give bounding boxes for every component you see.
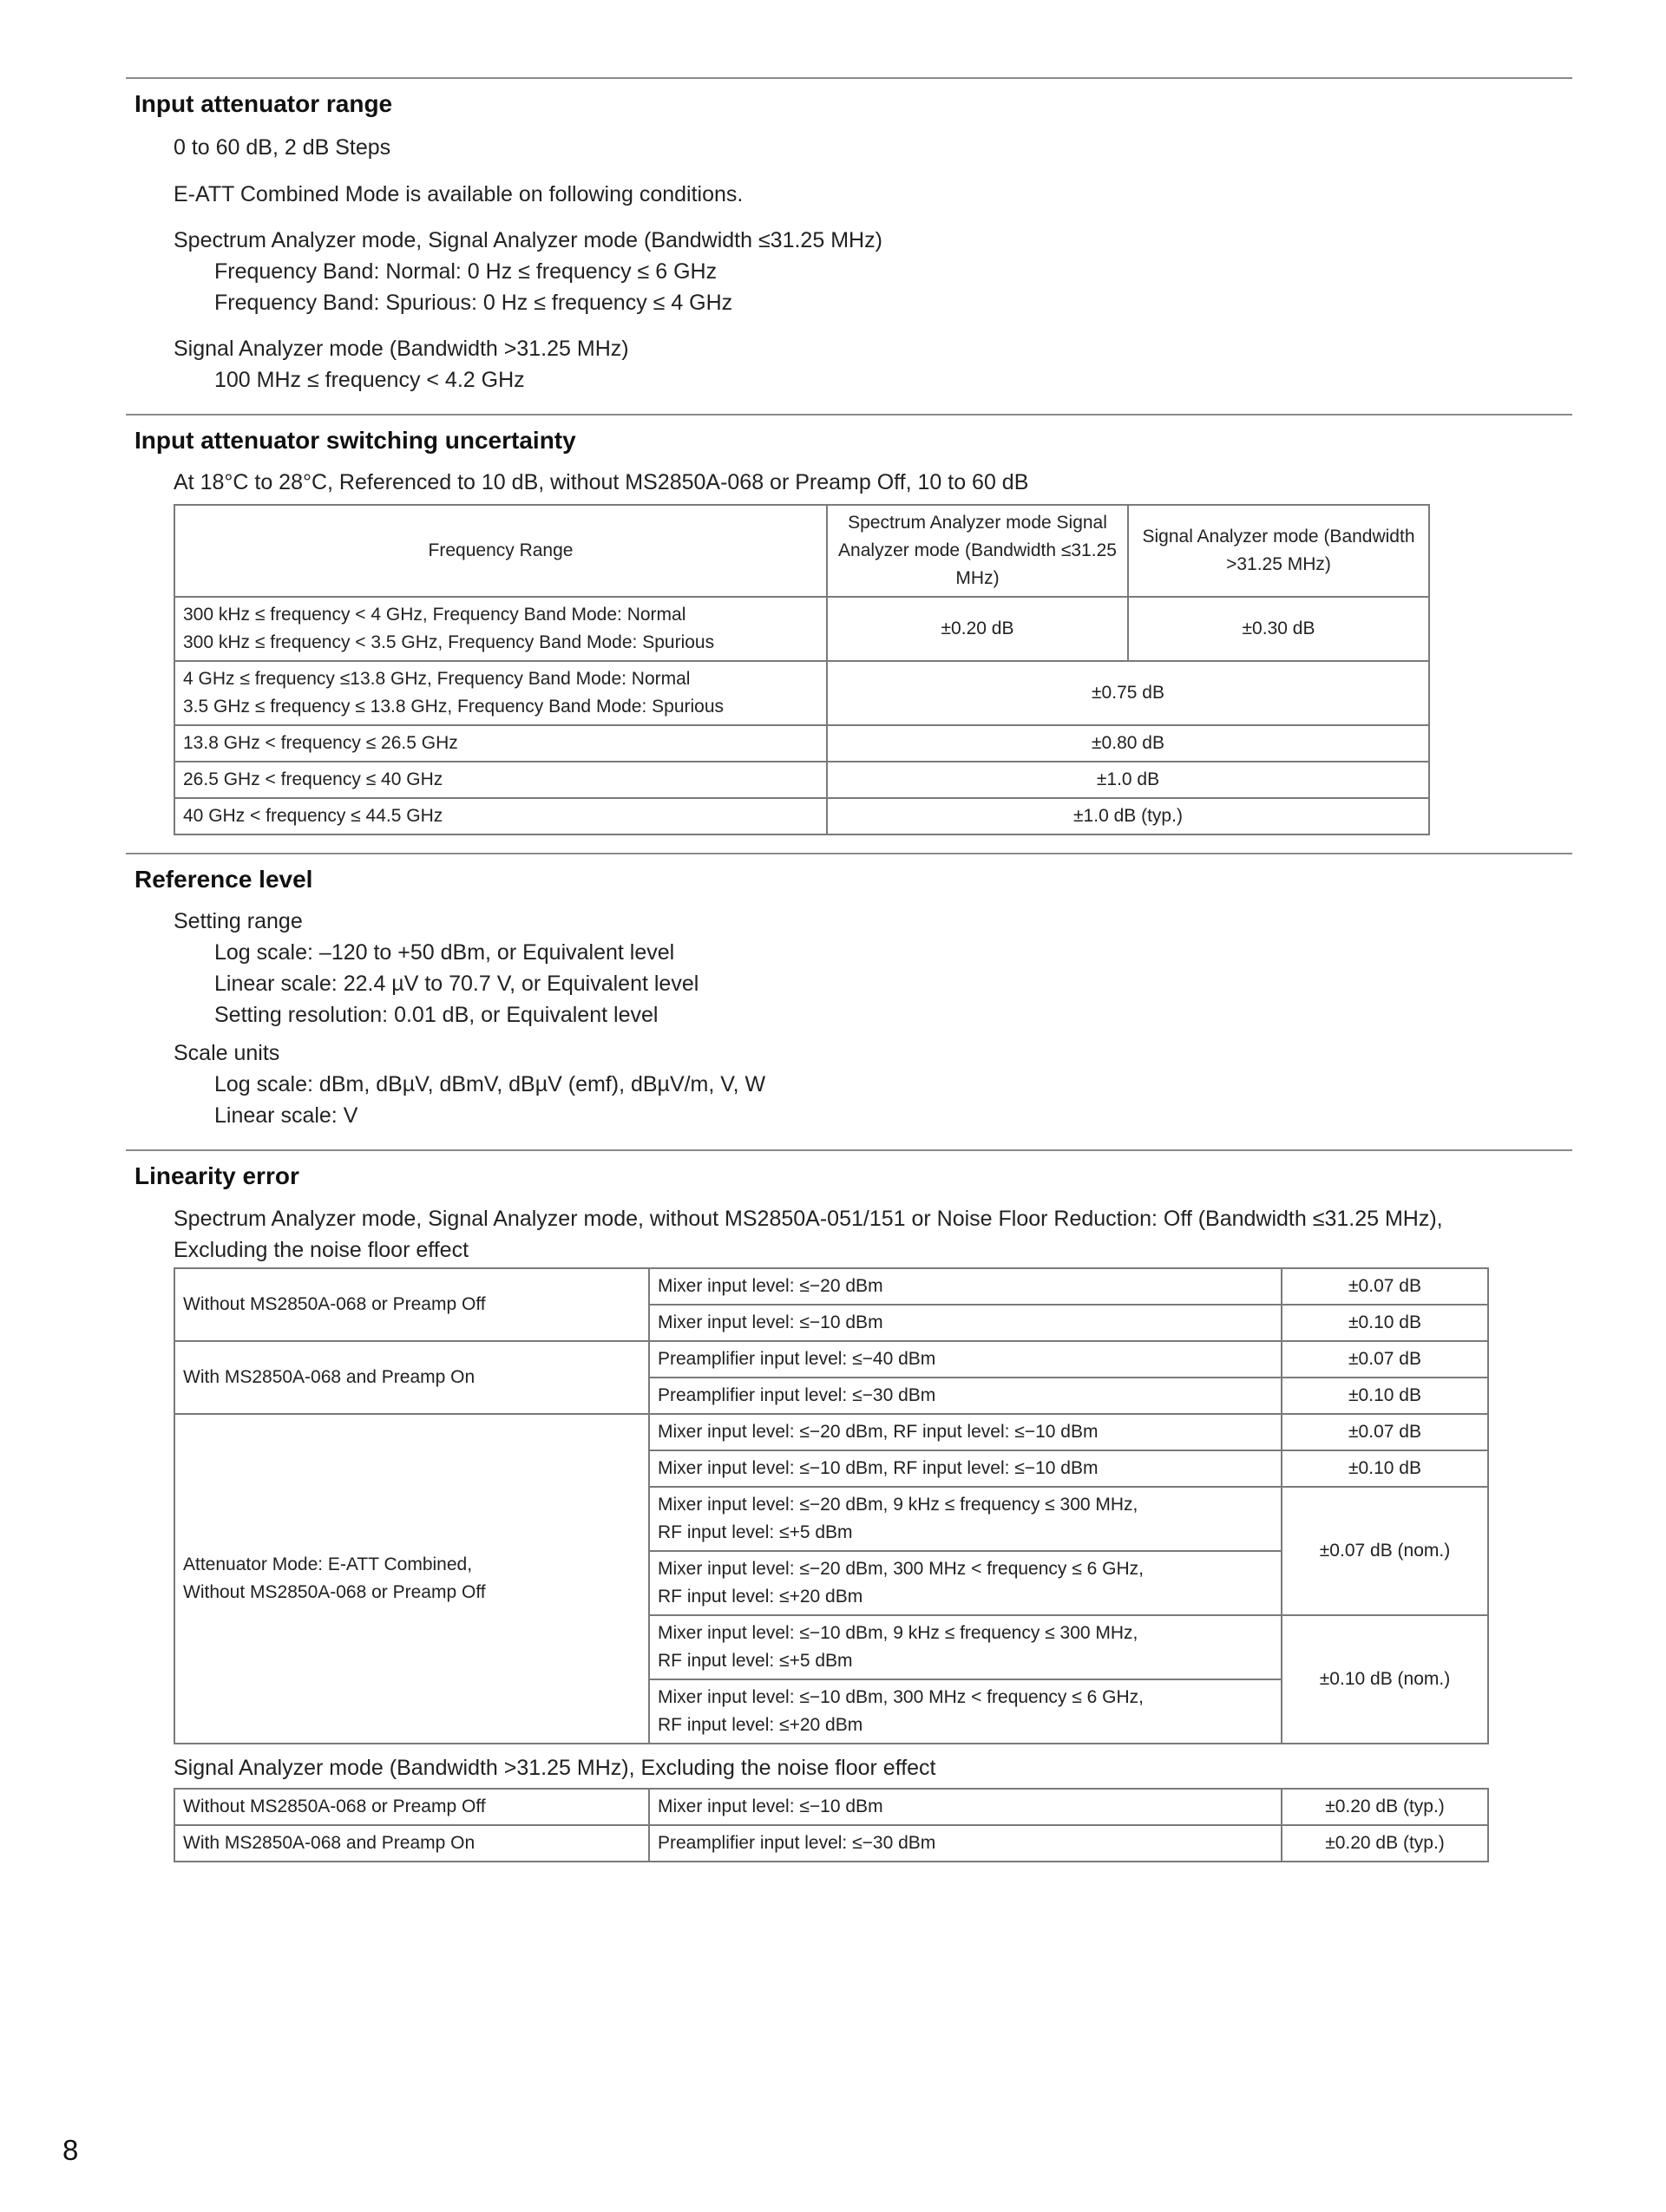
error-value: ±0.10 dB <box>1282 1378 1488 1414</box>
input-level-cell: Mixer input level: ≤−20 dBm <box>649 1268 1282 1305</box>
error-value: ±0.10 dB <box>1282 1450 1488 1487</box>
condition-cell <box>174 1414 649 1744</box>
log-scale-units: Log scale: dBm, dBµV, dBmV, dBµV (emf), dBµV/m, V, W <box>214 1072 766 1096</box>
page-number: 8 <box>62 2134 79 2166</box>
input-level-cell: Preamplifier input level: ≤−30 dBm <box>649 1825 1282 1862</box>
ecombined-note: E-ATT Combined Mode is available on following conditions. <box>174 182 744 206</box>
header-frequency-range: Frequency Range <box>174 505 827 597</box>
input-level-cell <box>649 1615 1282 1679</box>
error-value: ±0.07 dB (nom.) <box>1282 1487 1488 1615</box>
table-row <box>174 1825 1488 1862</box>
error-value: ±0.20 dB (typ.) <box>1282 1789 1488 1825</box>
error-value: ±0.07 dB <box>1282 1341 1488 1378</box>
scale-units-label: Scale units <box>174 1041 280 1065</box>
frequency-range-cell: 26.5 GHz < frequency ≤ 40 GHz <box>174 762 827 798</box>
header-sa-mode: Spectrum Analyzer mode Signal Analyzer mode (Bandwidth ≤31.25 MHz) <box>827 505 1128 597</box>
switching-uncertainty-table <box>174 504 1430 835</box>
mode-condition-2: Signal Analyzer mode (Bandwidth >31.25 MHz) <box>174 337 629 361</box>
input-level-line: Mixer input level: ≤−10 dBm, 9 kHz ≤ frequency ≤ 300 MHz, <box>658 1623 1138 1643</box>
input-level-line: Mixer input level: ≤−20 dBm, 9 kHz ≤ frequency ≤ 300 MHz, <box>658 1495 1138 1515</box>
freq-condition: 100 MHz ≤ frequency < 4.2 GHz <box>214 368 525 392</box>
input-level-line: Mixer input level: ≤−10 dBm, 300 MHz < frequency ≤ 6 GHz, <box>658 1687 1144 1707</box>
switching-condition: At 18°C to 28°C, Referenced to 10 dB, without MS2850A-068 or Preamp Off, 10 to 60 dB <box>174 470 1029 494</box>
linearity-error-table <box>174 1267 1489 1744</box>
range-line: 3.5 GHz ≤ frequency ≤ 13.8 GHz, Frequency Band Mode: Spurious <box>183 697 725 717</box>
table-row <box>174 1268 1488 1305</box>
condition-cell: With MS2850A-068 and Preamp On <box>174 1341 649 1414</box>
uncertainty-value: ±0.80 dB <box>827 725 1429 762</box>
range-line: 300 kHz ≤ frequency < 3.5 GHz, Frequency Band Mode: Spurious <box>183 632 715 652</box>
attenuator-range-value: 0 to 60 dB, 2 dB Steps <box>174 135 391 160</box>
setting-range-label: Setting range <box>174 909 303 933</box>
input-level-cell: Preamplifier input level: ≤−30 dBm <box>649 1378 1282 1414</box>
uncertainty-value: ±0.30 dB <box>1128 597 1429 661</box>
table-row <box>174 725 1429 762</box>
error-value: ±0.10 dB <box>1282 1305 1488 1341</box>
input-level-cell <box>649 1487 1282 1551</box>
linear-scale-units: Linear scale: V <box>214 1103 358 1128</box>
input-level-cell: Preamplifier input level: ≤−40 dBm <box>649 1341 1282 1378</box>
error-value: ±0.07 dB <box>1282 1414 1488 1450</box>
linear-scale-range: Linear scale: 22.4 µV to 70.7 V, or Equivalent level <box>214 972 699 996</box>
table-row <box>174 798 1429 834</box>
input-level-line: RF input level: ≤+5 dBm <box>658 1522 853 1542</box>
uncertainty-value: ±1.0 dB (typ.) <box>827 798 1429 834</box>
section-divider <box>126 414 1572 416</box>
condition-line: Without MS2850A-068 or Preamp Off <box>183 1582 486 1602</box>
uncertainty-value: ±0.20 dB <box>827 597 1128 661</box>
frequency-range-cell <box>174 597 827 661</box>
linearity-condition-2: Excluding the noise floor effect <box>174 1238 469 1262</box>
input-level-line: RF input level: ≤+20 dBm <box>658 1715 863 1735</box>
table-header-row <box>174 505 1429 597</box>
error-value: ±0.10 dB (nom.) <box>1282 1615 1488 1744</box>
condition-cell: Without MS2850A-068 or Preamp Off <box>174 1268 649 1341</box>
frequency-range-cell <box>174 661 827 725</box>
input-level-cell: Mixer input level: ≤−10 dBm, RF input level: ≤−10 dBm <box>649 1450 1282 1487</box>
frequency-range-cell: 13.8 GHz < frequency ≤ 26.5 GHz <box>174 725 827 762</box>
range-line: 300 kHz ≤ frequency < 4 GHz, Frequency Band Mode: Normal <box>183 605 686 625</box>
uncertainty-value: ±0.75 dB <box>827 661 1429 725</box>
input-level-cell: Mixer input level: ≤−10 dBm <box>649 1305 1282 1341</box>
setting-resolution: Setting resolution: 0.01 dB, or Equivalent level <box>214 1003 659 1027</box>
section-divider <box>126 77 1572 79</box>
uncertainty-value: ±1.0 dB <box>827 762 1429 798</box>
log-scale-range: Log scale: –120 to +50 dBm, or Equivalent level <box>214 940 675 965</box>
section-title-linearity-error: Linearity error <box>134 1162 299 1189</box>
table-row <box>174 597 1429 661</box>
section-title-attenuator-range: Input attenuator range <box>134 90 393 117</box>
input-level-line: Mixer input level: ≤−20 dBm, 300 MHz < frequency ≤ 6 GHz, <box>658 1559 1144 1579</box>
condition-line: Attenuator Mode: E-ATT Combined, <box>183 1554 473 1574</box>
linearity-error-table-2 <box>174 1788 1489 1862</box>
input-level-cell <box>649 1679 1282 1744</box>
input-level-cell: Mixer input level: ≤−20 dBm, RF input level: ≤−10 dBm <box>649 1414 1282 1450</box>
input-level-cell <box>649 1551 1282 1615</box>
condition-cell: Without MS2850A-068 or Preamp Off <box>174 1789 649 1825</box>
condition-cell: With MS2850A-068 and Preamp On <box>174 1825 649 1862</box>
section-divider <box>126 1149 1572 1151</box>
section-title-switching-uncertainty: Input attenuator switching uncertainty <box>134 427 576 454</box>
frequency-range-cell: 40 GHz < frequency ≤ 44.5 GHz <box>174 798 827 834</box>
linearity-condition-3: Signal Analyzer mode (Bandwidth >31.25 MHz), Excluding the noise floor effect <box>174 1756 936 1780</box>
band-spurious: Frequency Band: Spurious: 0 Hz ≤ frequency ≤ 4 GHz <box>214 291 733 315</box>
table-row <box>174 1789 1488 1825</box>
input-level-cell: Mixer input level: ≤−10 dBm <box>649 1789 1282 1825</box>
table-row <box>174 661 1429 725</box>
mode-condition-1: Spectrum Analyzer mode, Signal Analyzer mode (Bandwidth ≤31.25 MHz) <box>174 228 882 252</box>
section-title-reference-level: Reference level <box>134 866 313 893</box>
error-value: ±0.07 dB <box>1282 1268 1488 1305</box>
section-divider <box>126 853 1572 854</box>
input-level-line: RF input level: ≤+5 dBm <box>658 1651 853 1671</box>
range-line: 4 GHz ≤ frequency ≤13.8 GHz, Frequency Band Mode: Normal <box>183 669 691 689</box>
linearity-condition-1: Spectrum Analyzer mode, Signal Analyzer mode, without MS2850A-051/151 or Noise Floor Reduction: Off (Bandwidth ≤31.25 MHz), <box>174 1207 1443 1231</box>
table-row <box>174 1341 1488 1378</box>
table-row <box>174 1414 1488 1450</box>
header-signal-analyzer-mode: Signal Analyzer mode (Bandwidth >31.25 MHz) <box>1128 505 1429 597</box>
table-row <box>174 762 1429 798</box>
error-value: ±0.20 dB (typ.) <box>1282 1825 1488 1862</box>
band-normal: Frequency Band: Normal: 0 Hz ≤ frequency ≤ 6 GHz <box>214 259 718 284</box>
input-level-line: RF input level: ≤+20 dBm <box>658 1587 863 1607</box>
